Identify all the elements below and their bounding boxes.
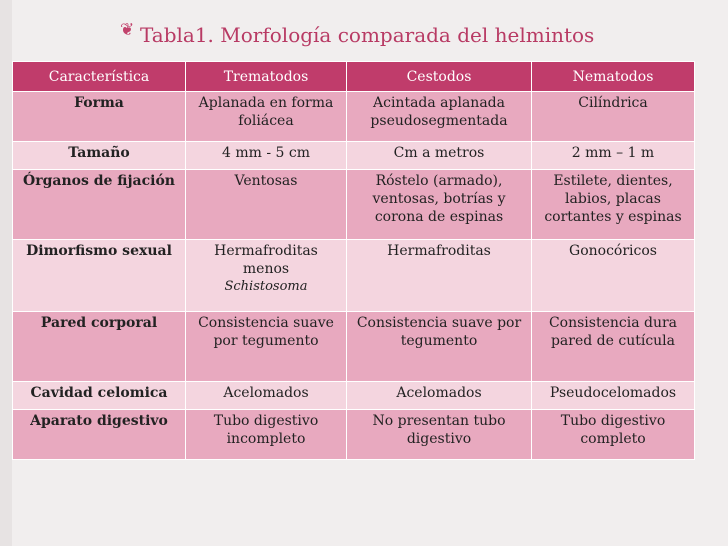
fleuron-icon: ❦ xyxy=(120,20,135,40)
table-header-row xyxy=(13,62,695,92)
comparison-table xyxy=(12,61,695,460)
cell-cestodos: Acelomados xyxy=(347,382,532,410)
table-row xyxy=(13,312,695,382)
cell-trematodos: 4 mm - 5 cm xyxy=(186,142,347,170)
cell-nematodos: 2 mm – 1 m xyxy=(532,142,695,170)
cell-nematodos: Consistencia dura pared de cutícula xyxy=(532,312,695,382)
table-row xyxy=(13,410,695,460)
cell-trematodos: Aplanada en forma foliácea xyxy=(186,92,347,142)
row-label: Órganos de fijación xyxy=(13,170,186,240)
cell-cestodos: Cm a metros xyxy=(347,142,532,170)
header-caracteristica: Característica xyxy=(13,62,186,92)
table-row xyxy=(13,382,695,410)
cell-trematodos: Tubo digestivo incompleto xyxy=(186,410,347,460)
cell-nematodos: Gonocóricos xyxy=(532,240,695,312)
table-row xyxy=(13,240,695,312)
cell-trematodos: Consistencia suave por tegumento xyxy=(186,312,347,382)
slide-title: Tabla1. Morfología comparada del helmintos xyxy=(140,23,595,47)
cell-trematodos-text: Hermafroditas menos xyxy=(214,243,318,277)
cell-trematodos: Acelomados xyxy=(186,382,347,410)
cell-nematodos: Cilíndrica xyxy=(532,92,695,142)
cell-cestodos: Acintada aplanada pseudosegmentada xyxy=(347,92,532,142)
row-label: Cavidad celomica xyxy=(13,382,186,410)
cell-trematodos-exception: Schistosoma xyxy=(224,279,308,294)
cell-cestodos: Consistencia suave por tegumento xyxy=(347,312,532,382)
row-label: Pared corporal xyxy=(13,312,186,382)
table-row xyxy=(13,142,695,170)
cell-nematodos: Tubo digestivo completo xyxy=(532,410,695,460)
table-row xyxy=(13,170,695,240)
row-label: Forma xyxy=(13,92,186,142)
cell-trematodos xyxy=(186,240,347,312)
row-label: Tamaño xyxy=(13,142,186,170)
header-nematodos: Nematodos xyxy=(532,62,695,92)
cell-nematodos: Pseudocelomados xyxy=(532,382,695,410)
cell-trematodos: Ventosas xyxy=(186,170,347,240)
row-label: Dimorfismo sexual xyxy=(13,240,186,312)
table-row xyxy=(13,92,695,142)
cell-cestodos: Hermafroditas xyxy=(347,240,532,312)
cell-cestodos: Róstelo (armado), ventosas, botrías y corona de espinas xyxy=(347,170,532,240)
cell-nematodos: Estilete, dientes, labios, placas cortantes y espinas xyxy=(532,170,695,240)
header-cestodos: Cestodos xyxy=(347,62,532,92)
header-trematodos: Trematodos xyxy=(186,62,347,92)
row-label: Aparato digestivo xyxy=(13,410,186,460)
cell-cestodos: No presentan tubo digestivo xyxy=(347,410,532,460)
